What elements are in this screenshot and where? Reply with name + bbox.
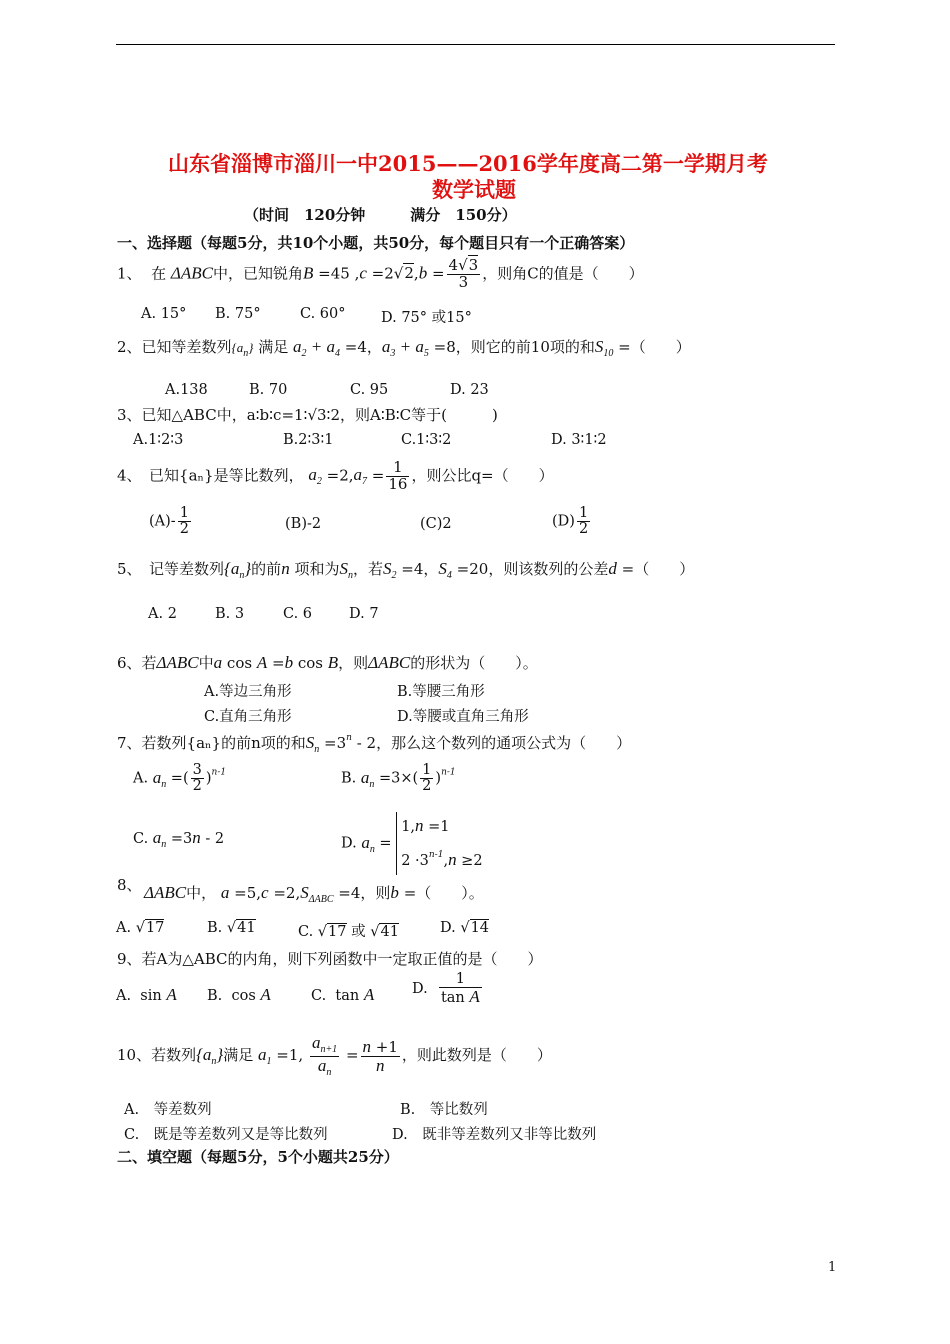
question-4: 4、 已知{aₙ}是等比数列， $a_2 =2,a_7$ = $\frac{1}{16}$ ，则公比q=（ ） bbox=[117, 458, 554, 493]
q9-option-c: C. tan A bbox=[311, 985, 375, 1004]
q9-option-d: D. $\frac{1}{\text{tan A}}$ bbox=[412, 971, 480, 1007]
q4-option-d: (D) $\frac{1}{2}$ bbox=[552, 505, 589, 538]
q1-option-d: D. 75° 或15° bbox=[381, 310, 472, 326]
q10-option-b: B. 等比数列 bbox=[400, 1102, 488, 1118]
q2-option-a: A.138 bbox=[165, 382, 208, 398]
question-1: 1、 在 ΔABC中，已知锐角B =45 ,c =2√2,b = $\frac{4√3}{3}$ ，则角C的值是（ ） bbox=[117, 256, 644, 291]
title-line-2: 数学试题 bbox=[432, 177, 516, 202]
q4-option-a: (A)- $\frac{1}{2}$ bbox=[149, 505, 189, 538]
q10-option-c: C. 既是等差数列又是等比数列 bbox=[124, 1127, 328, 1143]
q9-option-a: A. sin A bbox=[116, 985, 177, 1004]
question-8: 8、 bbox=[117, 876, 142, 894]
q3-option-c: C.1∶3∶2 bbox=[401, 432, 452, 448]
q8-option-d: D. √14 bbox=[440, 920, 490, 936]
question-10: 10、若数列$\{a_n\}$满足 $a_1 =1$, $\frac{a_{n+1}}{a_n}$ = $\frac{n +1}{n}$ ，则此数列是（ ） bbox=[117, 1033, 552, 1078]
question-6: 6、若ΔABC中a cos A =b cos B，则ΔABC的形状为（ ）。 bbox=[117, 653, 538, 672]
q8-option-c: C. √17 或 √41 bbox=[298, 924, 399, 940]
q8-option-a: A. √17 bbox=[116, 920, 165, 936]
q7-option-d: D. $a_n$ = 1,n =1 $2 \cdot 3^{n-1},n \ge 2$ bbox=[341, 812, 483, 875]
q3-option-b: B.2∶3∶1 bbox=[283, 432, 334, 448]
question-3: 3、已知△ABC中，a∶b∶c=1∶√3∶2，则A∶B∶C等于( ) bbox=[117, 406, 498, 424]
q7-option-c: C. $a_n =3n - 2$ bbox=[133, 828, 225, 850]
q1-option-b: B. 75° bbox=[215, 306, 261, 322]
section-1-heading: 一、选择题（每题5分，共10个小题，共50分，每个题目只有一个正确答案） bbox=[117, 234, 635, 252]
question-2: 2、已知等差数列$\{a_n\}$ 满足 $a_2 + a_4 =4$，$a_3 + a_5 =8$，则它的前10项的和$S_{10}$ =（ ） bbox=[117, 337, 691, 359]
q6-option-b: B.等腰三角形 bbox=[397, 684, 485, 700]
q1-option-c: C. 60° bbox=[300, 306, 346, 322]
q6-option-a: A.等边三角形 bbox=[204, 684, 292, 700]
q8-option-b: B. √41 bbox=[207, 920, 256, 936]
q5-option-d: D. 7 bbox=[349, 606, 379, 622]
q4-option-b: (B)-2 bbox=[285, 516, 322, 532]
q9-option-b: B. cos A bbox=[207, 985, 271, 1004]
page-number: 1 bbox=[828, 1260, 837, 1275]
q5-option-b: B. 3 bbox=[215, 606, 245, 622]
q6-option-d: D.等腰或直角三角形 bbox=[397, 709, 529, 725]
q2-option-c: C. 95 bbox=[350, 382, 389, 398]
q7-option-a: A. $a_n$ =( $\frac{3}{2}$ )$^{n-1}$ bbox=[133, 762, 227, 795]
question-7: 7、若数列{aₙ}的前n项的和$S_n =3^n - 2$，那么这个数列的通项公式为（ ） bbox=[117, 733, 632, 755]
question-5: 5、 记等差数列$\{a_n\}$的前n 项和为$S_n$，若$S_2 =4$，$S_4 =20$，则该数列的公差d =（ ） bbox=[117, 559, 695, 581]
header-rule bbox=[116, 44, 835, 45]
q2-option-d: D. 23 bbox=[450, 382, 489, 398]
q7-option-b: B. $a_n =3\times$( $\frac{1}{2}$ )$^{n-1}$ bbox=[341, 762, 456, 795]
q10-option-a: A. 等差数列 bbox=[124, 1102, 212, 1118]
q3-option-d: D. 3∶1∶2 bbox=[551, 432, 607, 448]
q5-option-c: C. 6 bbox=[283, 606, 313, 622]
q5-option-a: A. 2 bbox=[148, 606, 177, 622]
q3-option-a: A.1∶2∶3 bbox=[133, 432, 184, 448]
q2-option-b: B. 70 bbox=[249, 382, 288, 398]
q4-option-c: (C)2 bbox=[420, 516, 452, 532]
time-score-info: （时间 120分钟 满分 150分） bbox=[244, 206, 517, 224]
q10-option-d: D. 既非等差数列又非等比数列 bbox=[392, 1127, 597, 1143]
q6-option-c: C.直角三角形 bbox=[204, 709, 292, 725]
title-line-1: 山东省淄博市淄川一中2015——2016学年度高二第一学期月考 bbox=[168, 151, 768, 176]
question-8-body: ΔABC中， $a =5,c =2,S_{\Delta ABC} =4$，则b =（ ）。 bbox=[144, 883, 484, 905]
section-2-heading: 二、填空题（每题5分，5个小题共25分） bbox=[117, 1148, 399, 1166]
question-9: 9、若A为△ABC的内角，则下列函数中一定取正值的是（ ） bbox=[117, 950, 543, 968]
q1-option-a: A. 15° bbox=[141, 306, 187, 322]
